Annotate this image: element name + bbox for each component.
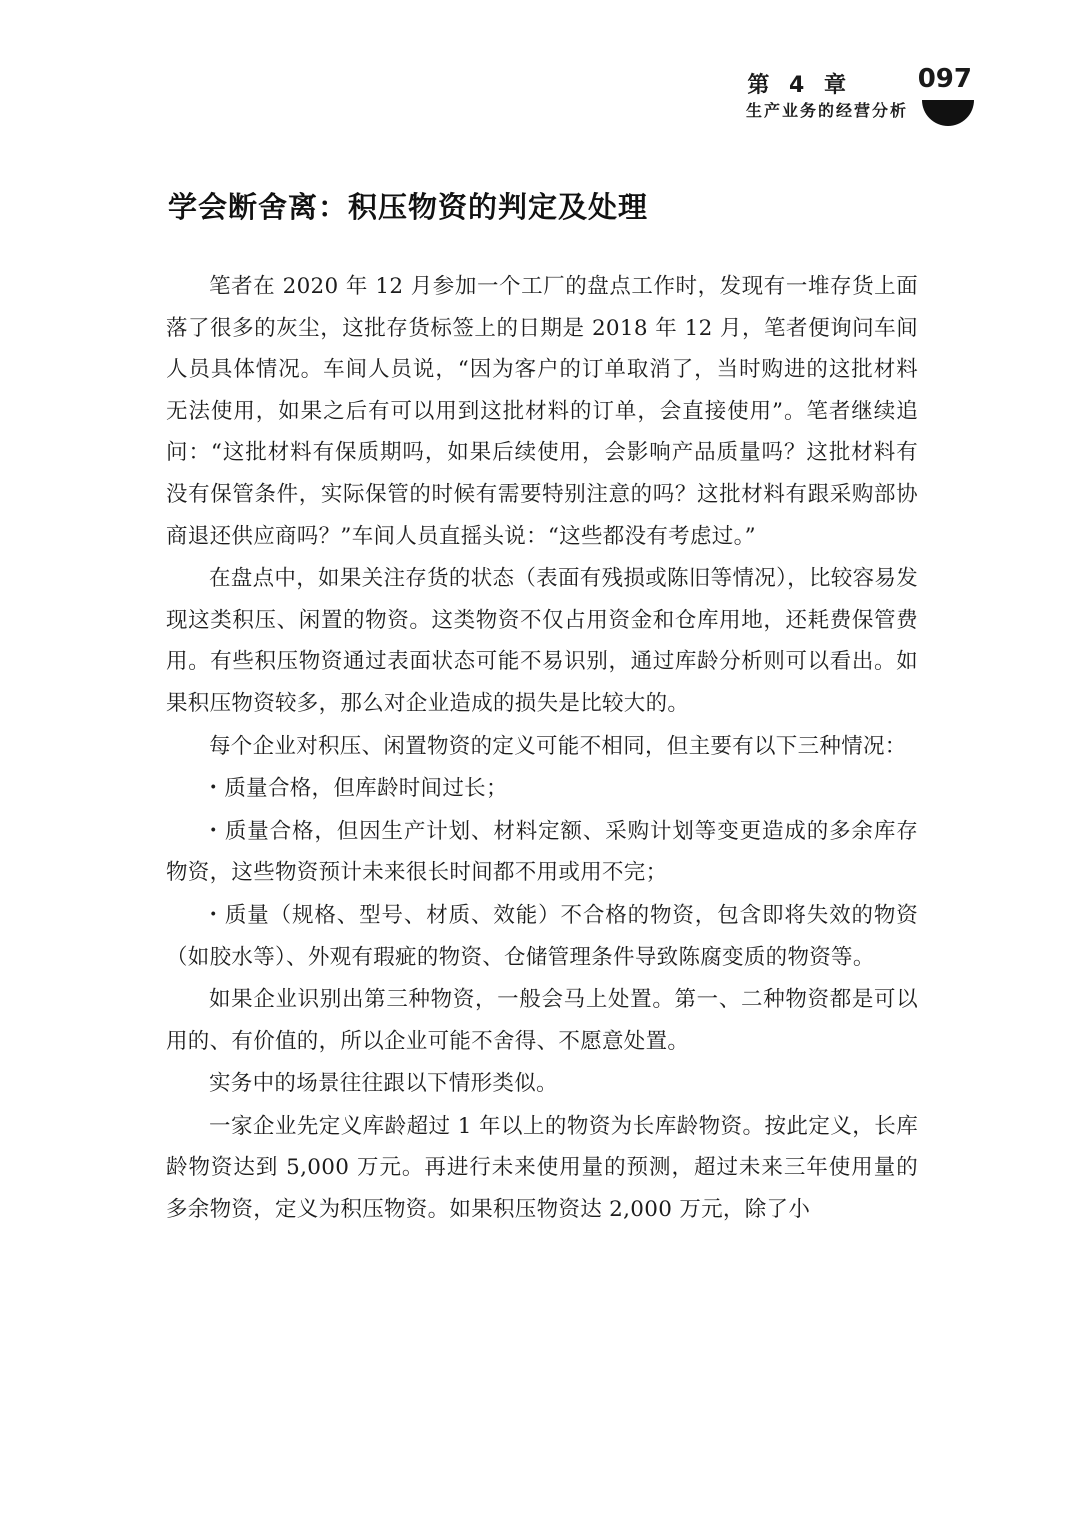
paragraph-definitions: 每个企业对积压、闲置物资的定义可能不相同，但主要有以下三种情况： — [209, 733, 907, 759]
chapter-label: 第 4 章 — [747, 73, 852, 98]
paragraph-anecdote: 笔者在 2020 年 12 月参加一个工厂的盘点工作时，发现有一堆存货上面落了很多的灰尘，这批存货标签上的日期是 2018 年 12 月，笔者便询问车间人员具体情况。车间人员说，“因为客户的订单取消了，当时购进的这批材料无法使用，如果之后有可以用到这批材料的订单，会直接使用”。笔者继续追问：“这批材料有保质期吗，如果后续使用，会影响产品质量吗？这批材料有没有保管条件，实际保管的时候有需要特别注意的吗？这批材料有跟采购部协商退还供应商吗？”车间人员直摇头说：“这些都没有考虑过。” — [166, 274, 918, 549]
chapter-subtitle: 生产业务的经营分析 — [745, 101, 908, 120]
list-item: ・质量合格，但因生产计划、材料定额、采购计划等变更造成的多余库存物资，这些物资预计未来很长时间都不用或用不完； — [166, 818, 918, 886]
paragraph-disposal: 如果企业识别出第三种物资，一般会马上处置。第一、二种物资都是可以用的、有价值的，所以企业可能不舍得、不愿意处置。 — [166, 987, 918, 1054]
paragraph-inventory-status: 在盘点中，如果关注存货的状态（表面有残损或陈旧等情况），比较容易发现这类积压、闲置的物资。这类物资不仅占用资金和仓库用地，还耗费保管费用。有些积压物资通过表面状态可能不易识别，通过库龄分析则可以看出。如果积压物资较多，那么对企业造成的损失是比较大的。 — [166, 566, 918, 716]
section-title: 学会断舍离：积压物资的判定及处理 — [168, 190, 649, 224]
paragraph-example: 一家企业先定义库龄超过 1 年以上的物资为长库龄物资。按此定义，长库龄物资达到 5,000 万元。再进行未来使用量的预测，超过未来三年使用量的多余物资，定义为积压物资。如果积压物资达 2,000 万元，除了小 — [166, 1113, 918, 1223]
paragraph-scenario-intro: 实务中的场景往往跟以下情形类似。 — [209, 1071, 558, 1097]
page-header — [650, 62, 980, 132]
body-text — [166, 266, 918, 1231]
list-item: ・质量合格，但库龄时间过长； — [202, 776, 508, 802]
list-item: ・质量（规格、型号、材质、效能）不合格的物资，包含即将失效的物资（如胶水等）、外观有瑕疵的物资、仓储管理条件导致陈腐变质的物资等。 — [166, 902, 918, 970]
page-number: 097 — [917, 64, 972, 94]
page-number-badge — [922, 100, 974, 126]
